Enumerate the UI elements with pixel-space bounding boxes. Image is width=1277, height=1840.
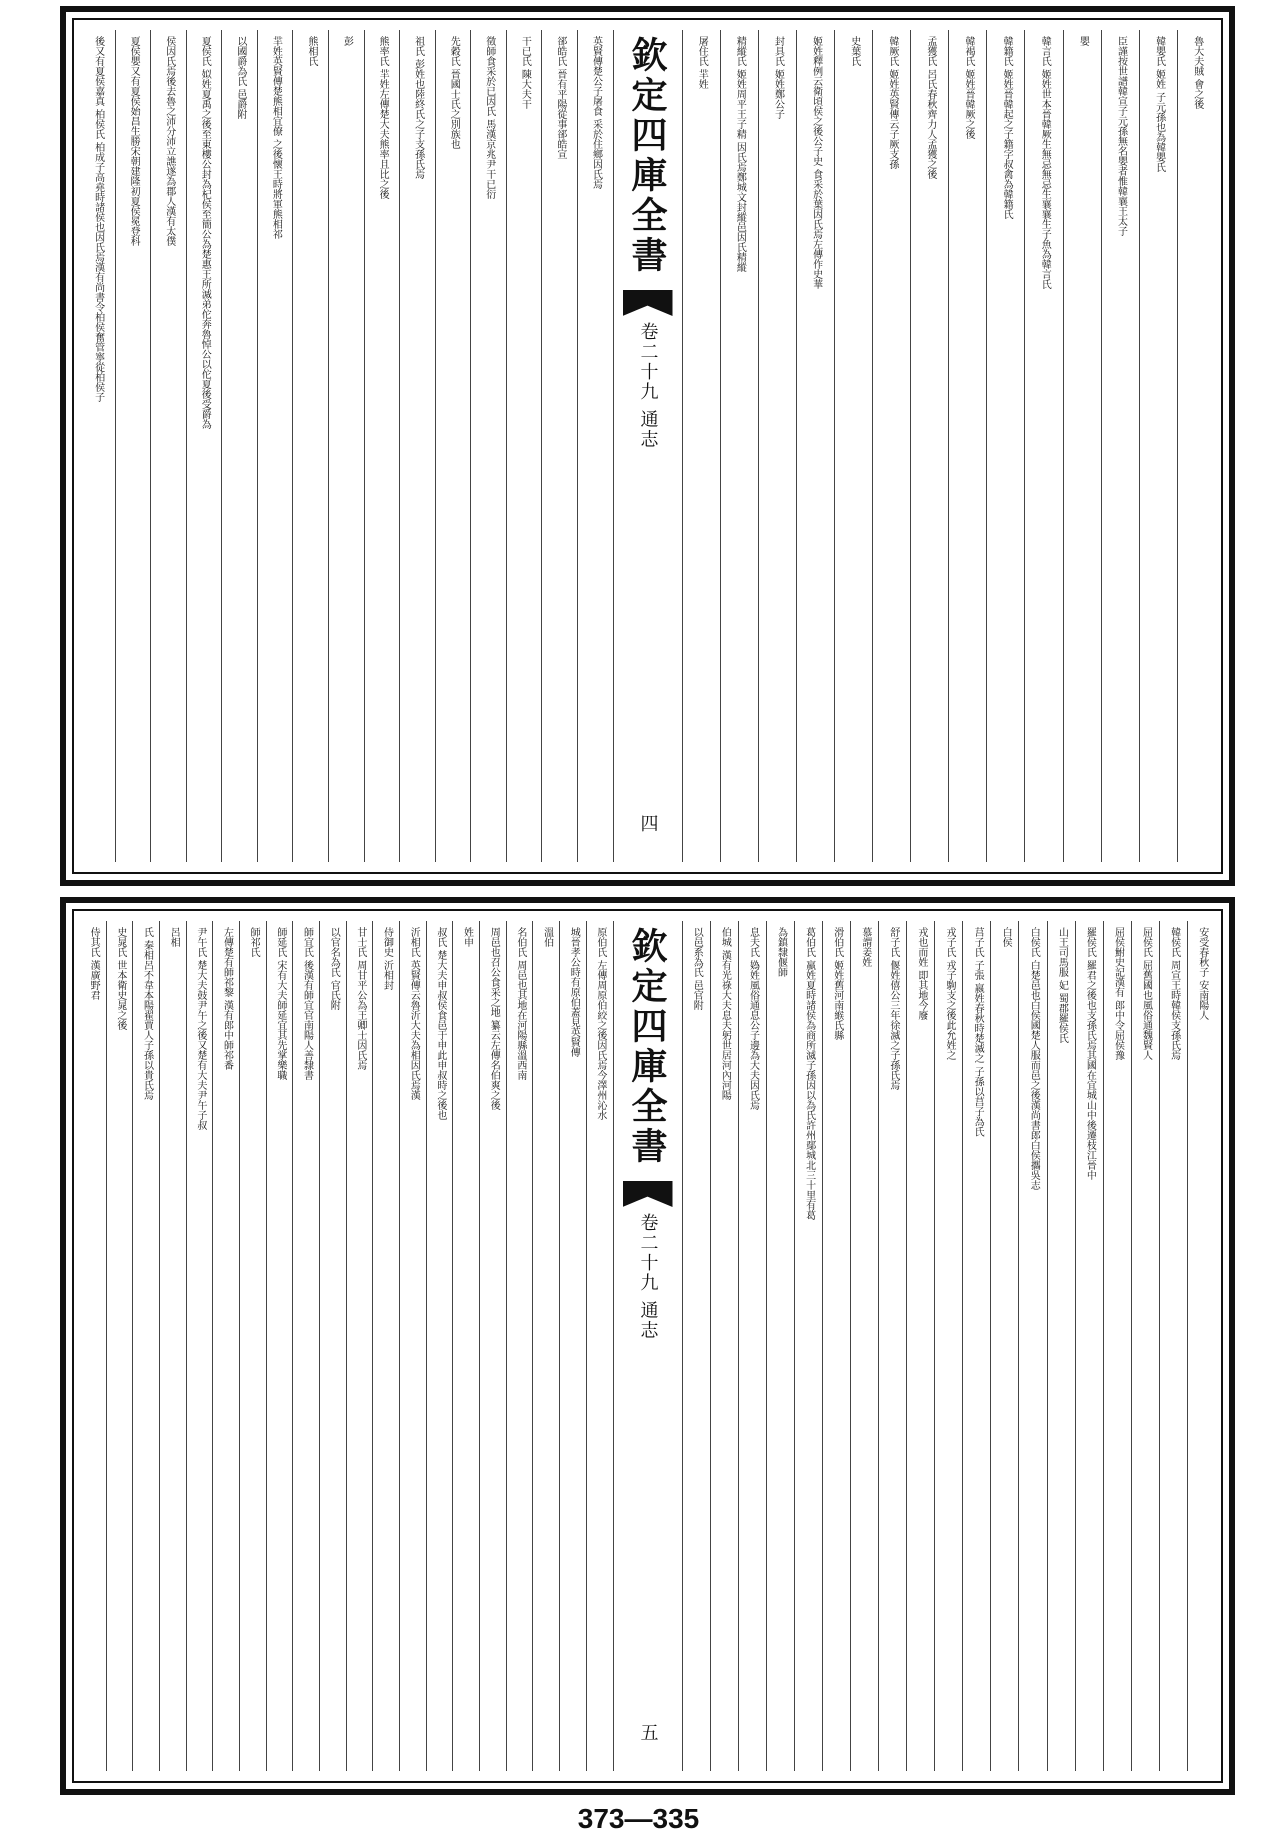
column-text: 干已氏 陳大夫干 [519,36,531,110]
column [186,30,222,862]
column [159,921,186,1771]
column [541,30,577,862]
column-text: 侯因氏焉後去魯之沛分沛立譙遂為郡人漢有太僕 [163,36,175,246]
right-half-top [683,30,1216,862]
column [479,921,506,1771]
page-bottom [60,897,1235,1795]
column-text: 彭 [341,36,353,46]
column [850,921,878,1771]
column [132,921,159,1771]
column [106,921,133,1771]
column [834,30,872,862]
column [292,921,319,1771]
column-text: 葛伯氏 嬴姓夏時諸侯為商所滅子孫因以為氏許州鄢城北三十里有葛 [803,927,815,1221]
column [962,921,990,1771]
column [257,30,293,862]
column [452,921,479,1771]
column-text: 夏侯嬰又有夏侯始昌生勝宋朝建隆初夏侯冕登科 [128,36,140,246]
column [878,921,906,1771]
right-half-bottom [683,921,1216,1771]
column [266,921,293,1771]
column-text: 侍其氏 漢廣野君 [88,927,100,1001]
column-text: 呂相 [168,927,180,947]
column [796,30,834,862]
column-text: 郤皓氏 晉有平陽從事郤皓宣 [554,36,566,160]
column-text: 羋姓英賢傳楚熊相宜僚 之後懷王時將軍熊相祁 [270,36,282,240]
column-text: 史晁氏 世本衛史晁之後 [114,927,126,1031]
center-fold-top [613,30,683,862]
column [399,30,435,862]
column-text: 侍御史 沂相封 [381,927,393,991]
column-text: 慕謂姜姓 [859,927,871,967]
column [1101,30,1139,862]
column [986,30,1024,862]
column [239,921,266,1771]
column [1018,921,1046,1771]
column [186,921,213,1771]
column [1063,30,1101,862]
column [872,30,910,862]
column [470,30,506,862]
column-text: 史葉氏 [848,36,860,66]
column-text: 熊率氏 羋姓左傳楚大夫熊率且比之後 [377,36,389,200]
page-number: 五 [637,1723,659,1741]
column [710,921,738,1771]
page-number: 四 [637,814,659,832]
column-text: 屈侯氏 屈舊國也風俗通魏賢人 [1140,927,1152,1061]
column [934,921,962,1771]
column-text: 山王司馬服 妃 蜀郡羅侯氏 [1056,927,1068,1044]
columns-top [80,30,1215,862]
column [212,921,239,1771]
column [115,30,151,862]
column-text: 韓言氏 姬姓世本晉韓厥生無忌無忌生襄襄生子魚為韓言氏 [1039,36,1051,290]
column-text: 姬姓釋例云衛頃侯之後公子史 食采於葉因氏焉左傳作史華 [810,36,822,290]
column [766,921,794,1771]
column-text: 尹午氏 楚大夫鼓尹午之後又楚有大夫尹午子叔 [194,927,206,1131]
column [1177,30,1215,862]
column [720,30,758,862]
column [559,921,586,1771]
column [758,30,796,862]
column [794,921,822,1771]
column [346,921,373,1771]
column-text: 戎子氏 戎子駒支之後此允姓之 [944,927,955,1061]
column-text: 以邑系為氏 邑官附 [691,927,703,1011]
column-text: 城晉孝公時有原伯蓋見英賢傳 [568,927,580,1057]
column-text: 舒子氏 偃姓僖公三年徐滅之子孫氏焉 [887,927,899,1091]
column [1075,921,1103,1771]
column [586,921,613,1771]
column-text: 韓侯氏 周宣王時韓侯支孫氏焉 [1168,927,1180,1061]
column-text: 叔氏 楚大夫申叔侯食邑于申此申叔時之後也 [434,927,446,1121]
column-text: 原伯氏 左傳周原伯絞之後因氏焉今澤州沁水 [594,927,606,1121]
column [426,921,453,1771]
column [532,921,559,1771]
column-text: 臣謹按世譜韓宣子元孫無名嬰者惟韓襄王太子 [1115,36,1127,236]
column-text: 戎也而姓 即其地今廢 [915,927,927,1021]
fish-tail-mark-icon [623,290,673,316]
column-text: 韓籍氏 姬姓晉韓起之子籍字叔禽為韓籍氏 [1001,36,1013,220]
column-text: 息夫氏 媯姓風俗通息公子邊為大夫因氏焉 [747,927,759,1111]
column-text: 師祁氏 [248,927,260,957]
column [80,921,106,1771]
book-title: 欽定四庫全書 [626,36,668,276]
book-title: 欽定四庫全書 [626,927,668,1167]
column-text: 後又有夏侯嘉真 柏侯氏 柏成子高堯時諸侯也因氏焉漢有尚書令柏侯奮管寧從柏侯子 [92,36,104,403]
column-text: 莒子氏 子張 嬴姓春秋時楚滅之 子孫以莒子為氏 [972,927,984,1137]
column-text: 熊相氏 [305,36,317,66]
column [399,921,426,1771]
left-half-bottom [80,921,613,1771]
column [506,921,533,1771]
column [292,30,328,862]
column-text: 夏侯氏 姒姓夏禹之後至東樓公封為杞侯至簡公為楚惠王所滅弟佗奔魯悼公以佗夏後受爵為 [199,36,211,430]
column [1159,921,1187,1771]
column-text: 先穀氏 晉國士氏之別族也 [448,36,460,150]
column [80,30,115,862]
column-text: 韓嬰氏 姬姓 子元孫也為韓嬰氏 [1153,36,1165,173]
column [910,30,948,862]
section-label: 卷二十九 通志 [637,322,659,450]
footer-page-number: 373—335 [577,1803,700,1834]
column [1139,30,1177,862]
column [1024,30,1062,862]
column-text: 師宜氏 後漢有師宜官南陽人善隸書 [301,927,313,1081]
column [221,30,257,862]
column-text: 為鎮隸偃師 [775,927,787,977]
column [683,921,710,1771]
column-text: 精縱氏 姬姓周平王子精 因氏焉鄭城文封縱邑因氏精縱 [734,36,746,273]
column-text: 以國爵為氏 邑爵附 [234,36,246,120]
column-text: 周邑也召公食采之地 纂云左傳名伯爽之後 [488,927,500,1111]
column-text: 師延氏 宋有大夫師延宜其先掌樂職 [274,927,286,1081]
page-top [60,6,1235,886]
column-text: 魯大夫賊 會之後 [1191,36,1203,110]
column-text: 姓申 [461,927,473,947]
column-text: 白侯 [1000,927,1012,947]
fish-tail-mark-icon [623,1181,673,1207]
column [506,30,542,862]
column [990,921,1018,1771]
column-text: 嬰 [1077,36,1089,46]
column-text: 韓褐氏 姬姓晉韓厥之後 [963,36,975,140]
column-text: 以官名為氏 官氏附 [328,927,340,1011]
column [328,30,364,862]
columns-bottom [80,921,1215,1771]
column [822,921,850,1771]
column-text: 伯城 漢有光祿大夫息夫躬世居河內河陽 [719,927,731,1101]
column [906,921,934,1771]
column [372,921,399,1771]
center-fold-bottom [613,921,683,1771]
section-label: 卷二十九 通志 [637,1213,659,1341]
column-text: 徵師食采於已因氏 馬漢京兆尹干已衍 [483,36,495,200]
column-text: 封具氏 姬姓鄭公子 [772,36,784,120]
column-text: 沂相氏 英賢傳云魯沂大夫為相因氏焉漢 [408,927,420,1101]
column [682,30,719,862]
column-text: 屈侯鮒史記漢有 郎中令屈侯豫 [1112,927,1124,1061]
column-text: 氏 秦相呂不韋本陽翟賈人子孫以貴氏焉 [141,927,153,1101]
column-text: 孟獲氏 呂氏春秋齊力人孟獲之後 [924,36,936,180]
column [1187,921,1215,1771]
column-text: 滑伯氏 姬姓舊河南緱氏縣 [831,927,843,1041]
column [435,30,471,862]
column [1131,921,1159,1771]
column [1047,921,1075,1771]
column-text: 屠住氏 羋姓 [696,36,708,90]
column [1103,921,1131,1771]
column-text: 左傳楚有師祁黎 漢有郎中師祁番 [221,927,233,1071]
column [150,30,186,862]
column-text: 羅侯氏 羅君之後也支孫氏焉其國在宜城山中後遷枝江晉中 [1084,927,1096,1181]
left-half-top [80,30,613,862]
column-text: 英賢傳楚公子屠食 采於住鄉因氏焉 [590,36,602,190]
column-text: 名伯氏 周邑也其地在河陽縣溫西南 [514,927,526,1081]
column-text: 白侯氏 白楚邑也白侯國楚人服而邑之後漢尚書郎白侯攜吳志 [1028,927,1040,1191]
column-text: 韓厥氏 姬姓英賢傳云子厥支孫 [886,36,898,170]
column-text: 溫伯 [541,927,553,947]
column-text: 祖氏 彭姓也陸終氏之子支孫氏焉 [412,36,424,180]
column-text: 安受春秋子 安南陽人 [1196,927,1208,1021]
column [577,30,613,862]
column [948,30,986,862]
column [738,921,766,1771]
column [364,30,400,862]
column [319,921,346,1771]
column-text: 甘士氏 周甘平公為王卿士因氏焉 [354,927,366,1071]
